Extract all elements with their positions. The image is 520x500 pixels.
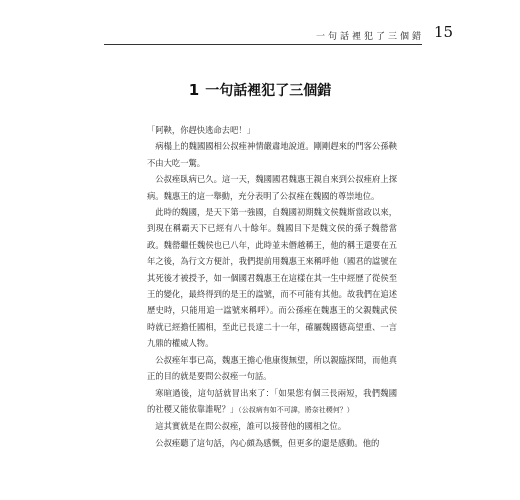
paragraph-note: （公叔病有如不可諱，將奈社稷何？）: [238, 405, 354, 414]
paragraph: [147, 122, 397, 138]
paragraph: [147, 418, 397, 434]
paragraph-text: 此時的魏國，是天下第一強國，自魏國初期魏文侯魏斯當政以來，到現在稱霸天下已經有八十餘年。魏國目下是魏文侯的孫子魏罃當政。魏罃繼任魏侯也已八年，此時並未僭越稱王，他的稱王還要在五年之後，為行文方便計，我們提前用魏惠王來稱呼他（國君的諡號在其死後才被授予，如一個國君魏惠王在這樣在其一生中經歷了從侯至王的變化，最終得到的是王的諡號，而不可能有其他。故我們在追述歷史時，只能用追一諡號來稱呼）。而公孫痤在魏惠王的父親魏武侯時就已經擔任國相，至此已長達二十一年，確屬魏國德高望重、一言九鼎的權威人物。: [147, 207, 397, 349]
paragraph-text: 公叔痤臥病已久。這一天，魏國國君魏惠王親自來到公叔痤府上探病。魏惠王的這一舉動，充分表明了公叔痤在魏國的尊崇地位。: [147, 174, 397, 201]
paragraph: [147, 435, 397, 451]
paragraph-text: 公叔痤年事已高，魏惠王擔心他康復無望，所以親臨探問，而他真正的目的就是要問公叔痤一句話。: [147, 354, 397, 382]
paragraph-text: 這其實就是在問公叔痤，誰可以接替他的國相之位。: [155, 421, 347, 432]
page-number: 15: [434, 23, 454, 41]
paragraph: [147, 204, 397, 352]
body-text: [147, 122, 397, 451]
paragraph: [147, 352, 397, 385]
paragraph: [147, 138, 397, 171]
chapter-title: [0, 80, 520, 100]
paragraph-text: 「阿鞅，你趕快逃命去吧！」: [147, 125, 255, 135]
paragraph-text: 病榻上的魏國國相公叔痤神情嚴肅地說道。剛剛趕來的門客公孫鞅不由大吃一驚。: [147, 141, 397, 168]
chapter-number: 1: [188, 81, 200, 99]
paragraph: [147, 171, 397, 204]
paragraph: [147, 385, 397, 419]
header-rule: [104, 44, 422, 45]
running-header: 一句話裡犯了三個錯: [315, 32, 424, 42]
paragraph-text: 公叔痤聽了這句話，內心頗為感慨，但更多的還是感動。他的: [155, 437, 380, 448]
chapter-title-text: 一句話裡犯了三個錯: [205, 83, 332, 99]
paragraph-text: 寒暄過後，這句話就冒出來了：「如果您有個三長兩短，我們魏國的社稷又能依靠誰呢？」: [147, 387, 397, 414]
